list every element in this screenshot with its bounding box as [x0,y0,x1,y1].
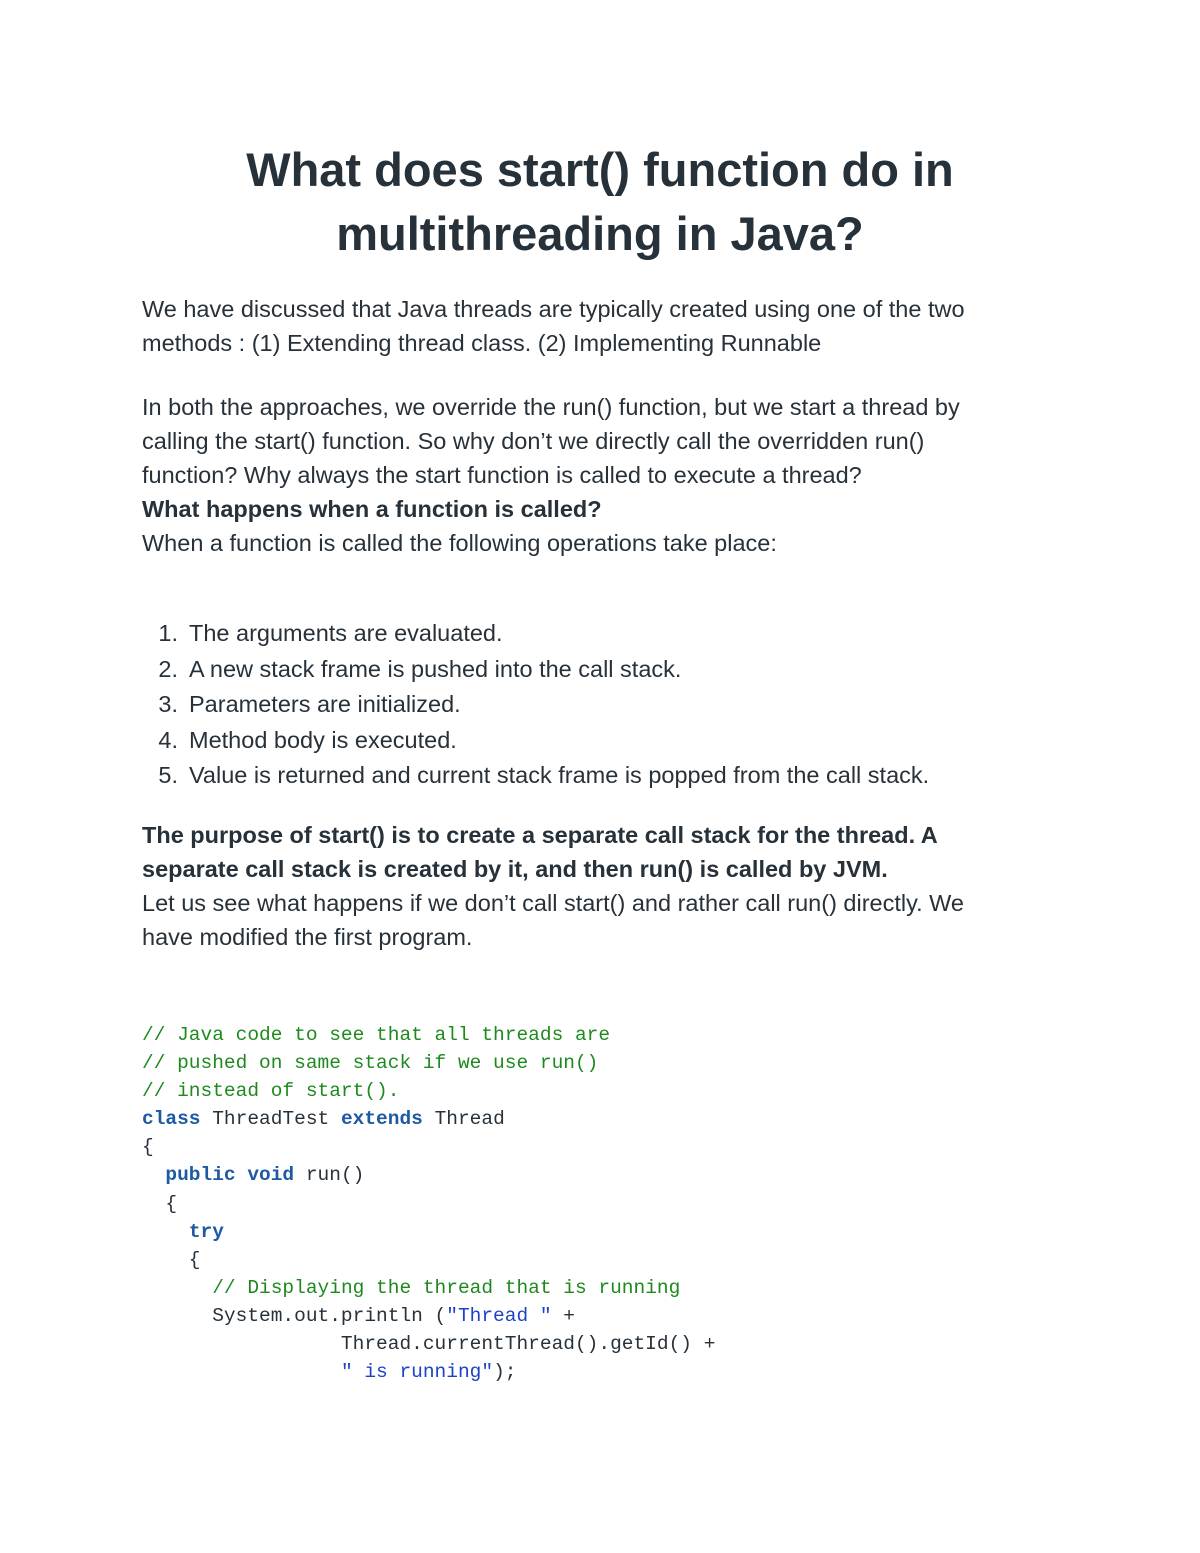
intro-line-1: We have discussed that Java threads are typically created using one of the two [142,296,965,322]
intro-line-2: methods : (1) Extending thread class. (2) Implementing Runnable [142,330,822,356]
code-indent [142,1277,212,1299]
code-keyword: class [142,1108,201,1131]
list-item-text: Value is returned and current stack frame is popped from the call stack. [189,762,930,788]
code-line-comment [142,1274,715,1302]
list-item-number: 1. [158,620,178,646]
purpose-line-2: have modified the first program. [142,924,473,950]
code-call: System.out.println ( [142,1304,447,1327]
intro-paragraph [142,292,1052,360]
code-indent [142,1361,341,1383]
purpose-paragraph [142,818,1052,954]
code-line-class-declaration [142,1105,715,1133]
purpose-bold-line-2: separate call stack is created by it, and then run() is called by JVM. [142,856,888,882]
code-string: " is running" [340,1361,494,1384]
title-line-1: What does start() function do in [246,143,954,196]
code-indent [142,1221,189,1243]
title-line-2: multithreading in Java? [336,207,864,260]
code-comment: // Java code to see that all threads are [142,1024,611,1046]
code-keyword: try [188,1220,224,1243]
code-brace: { [142,1248,201,1271]
purpose-line-1: Let us see what happens if we don’t call start() and rather call run() directly. We [142,890,965,916]
code-operator: + [551,1304,575,1327]
code-line-try [142,1218,715,1246]
code-line-string-end [142,1358,715,1386]
code-parent-class: Thread [422,1108,505,1131]
code-keyword: public [165,1164,236,1187]
list-item [142,758,929,794]
code-keyword: void [247,1164,295,1187]
code-comment: // pushed on same stack if we use run() [142,1052,599,1075]
list-item-text: Method body is executed. [189,726,457,753]
code-string: "Thread " [446,1304,552,1327]
code-brace: { [142,1136,154,1159]
approaches-paragraph [142,390,1052,560]
list-item [142,616,929,652]
approaches-line-2: calling the start() function. So why don’t we directly call the overridden run() [142,428,925,454]
list-item-text: Parameters are initialized. [189,691,461,717]
code-block [142,1021,715,1386]
list-item-number: 2. [158,655,178,682]
list-item [142,652,929,688]
list-item [142,687,929,723]
code-indent [142,1164,165,1186]
code-line-get-id: Thread.currentThread().getId() + [142,1333,716,1356]
code-method-name: run() [294,1164,365,1187]
approaches-line-1: In both the approaches, we override the run() function, but we start a thread by [142,394,960,420]
code-comment: // Displaying the thread that is running [212,1276,681,1299]
approaches-line-4: When a function is called the following operations take place: [142,530,777,556]
list-item-number: 5. [158,762,178,788]
list-item-number: 3. [158,691,178,717]
purpose-bold-line-1: The purpose of start() is to create a separate call stack for the thread. A [142,822,938,848]
function-call-heading: What happens when a function is called? [142,496,602,522]
code-line-println [142,1302,715,1330]
code-comment: // instead of start(). [142,1080,400,1103]
page-title [140,138,1060,266]
code-keyword: extends [340,1108,423,1131]
list-item-number: 4. [158,726,178,753]
list-item [142,723,929,759]
code-brace: { [142,1192,178,1215]
code-statement-end: ); [493,1361,517,1384]
list-item-text: The arguments are evaluated. [189,620,503,646]
code-class-name: ThreadTest [200,1108,341,1131]
approaches-line-3: function? Why always the start function is called to execute a thread? [142,462,862,488]
list-item-text: A new stack frame is pushed into the call stack. [189,655,682,682]
operations-list [142,616,929,794]
code-line-method-declaration [142,1161,715,1189]
